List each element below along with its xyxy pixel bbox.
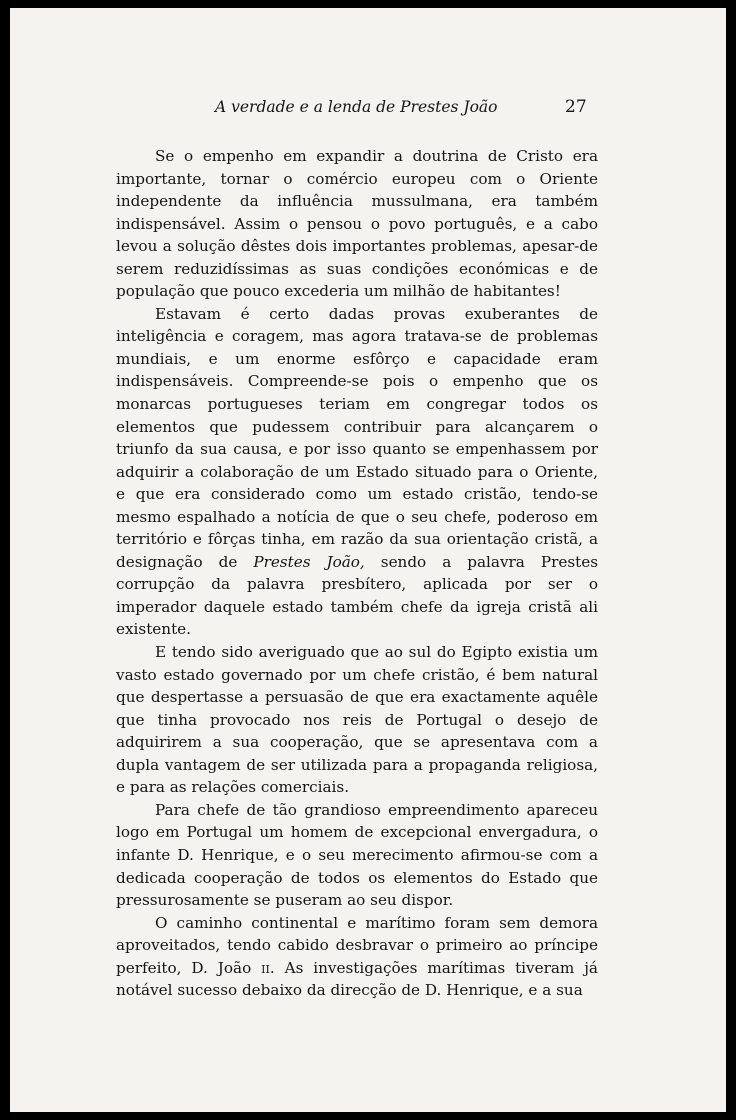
paragraph: Se o empenho em expandir a doutrina de Cristo era importante, tornar o comércio europeu com o Oriente independente da influência mussulmana, era também indispensável. Assim o pensou o povo português, e a cabo levou a solução dêstes dois importantes problemas, apesar-de serem reduzidíssimas as suas condições económicas e de população que pouco excederia um milhão de habitantes! xyxy=(116,147,598,301)
paragraph: Estavam é certo dadas provas exuberantes de inteligência e coragem, mas agora tratava-se de problemas mundiais, e um enorme esfôrço e capacidade eram indispensáveis. Compreende-se pois o empenho que os monarcas portugueses teriam em congregar todos os elementos que pudessem contribuir para alcançarem o triunfo da sua causa, e por isso quanto se empenhassem por adquirir a colaboração de um Estado situado para o Oriente, e que era considerado como um estado cristão, tendo-se mesmo espalhado a notícia de que o seu chefe, poderoso em território e fôrças tinha, em razão da sua orientação cristã, a designação de Prestes João, sendo a palavra Prestes corrupção da palavra presbítero, aplicada por ser o imperador daquele estado também chefe da igreja cristã ali existente. xyxy=(116,304,598,639)
paragraph: O caminho continental e marítimo foram sem demora aproveitados, tendo cabido desbravar o primeiro ao príncipe perfeito, D. João ii. As investigações marítimas tiveram já notável sucesso debaixo da direcção de D. Henrique, e a sua xyxy=(116,913,598,1000)
page-header xyxy=(10,98,726,120)
italic-term: Prestes João, xyxy=(253,552,365,571)
body-text xyxy=(116,145,598,1002)
roman-numeral: ii xyxy=(261,958,270,977)
paragraph: E tendo sido averiguado que ao sul do Egipto existia um vasto estado governado por um chefe cristão, é bem natural que despertasse a persuasão de que era exactamente aquêle que tinha provocado nos reis de Portugal o desejo de adquirirem a sua cooperação, que se apresentava com a dupla vantagem de ser utilizada para a propaganda religiosa, e para as relações comerciais. xyxy=(116,643,598,797)
paragraph: Para chefe de tão grandioso empreendimento apareceu logo em Portugal um homem de excepcional envergadura, o infante D. Henrique, e o seu merecimento afirmou-se com a dedicada cooperação de todos os elementos do Estado que pressurosamente se puseram ao seu dispor. xyxy=(116,800,598,910)
page-number: 27 xyxy=(565,97,587,117)
book-page xyxy=(10,8,726,1112)
running-title: A verdade e a lenda de Prestes João xyxy=(215,98,498,116)
